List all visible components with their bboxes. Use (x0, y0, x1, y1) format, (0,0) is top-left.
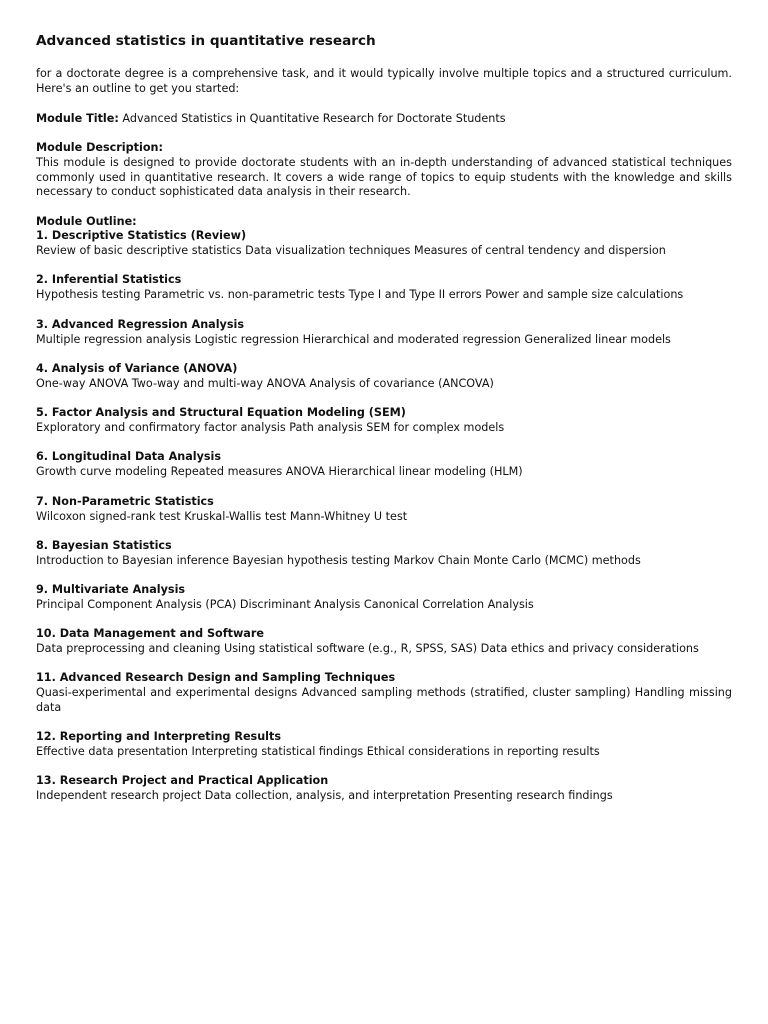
section-text: Quasi-experimental and experimental designs Advanced sampling methods (stratified, cluster sampling) Handling missing data (36, 685, 732, 714)
section-text: Principal Component Analysis (PCA) Discriminant Analysis Canonical Correlation Analysis (36, 597, 534, 611)
section-text: One-way ANOVA Two-way and multi-way ANOVA Analysis of covariance (ANCOVA) (36, 376, 494, 390)
module-outline-label: Module Outline: (36, 215, 137, 228)
intro-paragraph: for a doctorate degree is a comprehensive task, and it would typically involve multiple topics and a structured curriculum. Here's an outline to get you started: (36, 67, 732, 95)
section-text: Introduction to Bayesian inference Bayesian hypothesis testing Markov Chain Monte Carlo (MCMC) methods (36, 553, 641, 567)
section-text: Hypothesis testing Parametric vs. non-parametric tests Type I and Type II errors Power and sample size calculations (36, 287, 684, 301)
outline-section-9 (36, 583, 732, 613)
module-title-value: Advanced Statistics in Quantitative Research for Doctorate Students (122, 112, 506, 125)
outline-section-10 (36, 627, 732, 657)
section-heading: 11. Advanced Research Design and Sampling Techniques (36, 671, 396, 684)
section-text: Data preprocessing and cleaning Using statistical software (e.g., R, SPSS, SAS) Data ethics and privacy considerations (36, 641, 699, 655)
module-outline (36, 215, 732, 230)
module-title-label: Module Title: (36, 112, 119, 125)
section-heading: 8. Bayesian Statistics (36, 539, 172, 552)
outline-section-3 (36, 318, 732, 348)
section-heading: 10. Data Management and Software (36, 627, 264, 640)
section-heading: 1. Descriptive Statistics (Review) (36, 229, 247, 242)
module-title-line (36, 112, 732, 127)
outline-section-7 (36, 495, 732, 525)
module-description-text: This module is designed to provide doctorate students with an in-depth understanding of advanced statistical techniques commonly used in quantitative research. It covers a wide range of topics to equip students with the knowledge and skills necessary to conduct sophisticated data analysis in their research. (36, 155, 732, 199)
section-text: Effective data presentation Interpreting statistical findings Ethical considerations in reporting results (36, 744, 600, 758)
section-text: Wilcoxon signed-rank test Kruskal-Wallis test Mann-Whitney U test (36, 509, 408, 523)
section-text: Independent research project Data collection, analysis, and interpretation Presenting research findings (36, 788, 613, 802)
outline-section-1 (36, 229, 732, 259)
outline-section-13 (36, 774, 732, 804)
outline-section-5 (36, 406, 732, 436)
outline-section-6 (36, 450, 732, 480)
module-description (36, 141, 732, 200)
section-text: Multiple regression analysis Logistic regression Hierarchical and moderated regression Generalized linear models (36, 332, 671, 346)
section-heading: 3. Advanced Regression Analysis (36, 318, 244, 331)
section-heading: 9. Multivariate Analysis (36, 583, 186, 596)
outline-section-2 (36, 273, 732, 303)
section-text: Exploratory and confirmatory factor analysis Path analysis SEM for complex models (36, 420, 505, 434)
outline-section-11 (36, 671, 732, 715)
document-title: Advanced statistics in quantitative research (36, 33, 376, 49)
section-text: Growth curve modeling Repeated measures ANOVA Hierarchical linear modeling (HLM) (36, 464, 523, 478)
outline-section-8 (36, 539, 732, 569)
section-heading: 6. Longitudinal Data Analysis (36, 450, 222, 463)
section-text: Review of basic descriptive statistics Data visualization techniques Measures of central tendency and dispersion (36, 243, 666, 257)
section-heading: 13. Research Project and Practical Application (36, 774, 329, 787)
section-heading: 5. Factor Analysis and Structural Equation Modeling (SEM) (36, 406, 406, 419)
section-heading: 7. Non-Parametric Statistics (36, 495, 214, 508)
outline-section-12 (36, 730, 732, 760)
section-heading: 4. Analysis of Variance (ANOVA) (36, 362, 238, 375)
section-heading: 2. Inferential Statistics (36, 273, 182, 286)
section-heading: 12. Reporting and Interpreting Results (36, 730, 282, 743)
module-description-label: Module Description: (36, 141, 163, 154)
outline-section-4 (36, 362, 732, 392)
